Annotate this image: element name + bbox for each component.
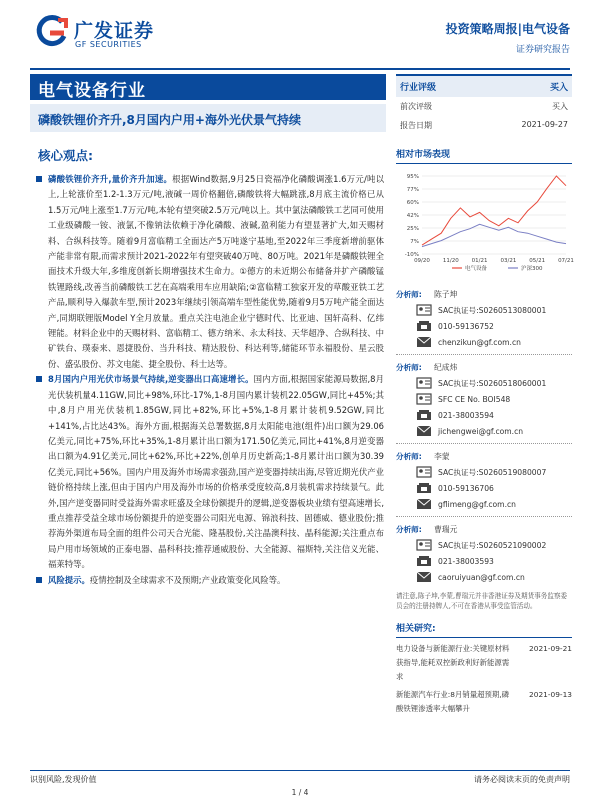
- report-subtitle: 磷酸铁锂价齐升,8月国内户用+海外光伏景气持续: [30, 104, 386, 132]
- certificate-icon: [416, 393, 432, 405]
- header-divider: [30, 68, 570, 70]
- gf-logo-icon: [36, 16, 68, 48]
- gf-logo: [36, 14, 166, 54]
- report-category: 证券研究报告: [515, 45, 570, 55]
- analyst-label: 分析师:: [396, 524, 422, 534]
- analyst-email[interactable]: chenzikun@gf.com.cn: [438, 337, 521, 347]
- bullet-icon: [36, 577, 42, 583]
- phone-icon: [416, 555, 432, 567]
- paragraph-text: 国内方面,根据国家能源局数据,8月光伏装机量4.11GW,同比+98%,环比-17%,1-8月国内累计装机22.05GW,同比+45%;其中,8月户用光伏装机1.85GW,同比+82%,环比+5%,1-8月累计装机9.52GW,同比+141%,占比达43%。海外方面,根据海关总署数据,8月太阳能电池(组件)出口额为29.06亿美元,同比+75%,环比+35%,1-8月累计出口额为171.50亿美元,同比+41%,8月逆变器出口额为4.91亿美元,同比+62%,环比+22%,创单月历史新高;1-8月累计出口额为30.39亿美元,同比+56%。国内户用及海外市场需求强劲,国产逆变器持续出海,尽管近期光伏产业链价格持续上涨,但由于国内户用及海外市场的价格承受度较高,8月装机需求持续景气。此外,国产逆变器同时受益海外需求旺盛及全球份额提升的逻辑,逆变器板块业绩有望高速增长,重点推荐受益全球市场份额提升的逆变器公司阳光电源、锦浪科技、固德威、德业股份;推荐海外渠道布局全面的组件公司天合光能、隆基股份,关注晶澳科技、晶科能源;关注重点布局户用市场领域的正泰电器、晶科科技;推荐通威股份、大全能源、福斯特,关注信义光能、福莱特等。: [48, 374, 384, 570]
- series-line-1: [422, 176, 566, 245]
- related-research-item[interactable]: [396, 642, 572, 684]
- analyst-card: [396, 521, 572, 585]
- x-tick-label: 01/21: [471, 258, 488, 264]
- x-tick-label: 11/20: [442, 258, 459, 264]
- certificate-icon: [416, 539, 432, 551]
- y-tick-label: 95%: [406, 174, 419, 180]
- paragraph-lead: 风险提示。: [48, 574, 90, 585]
- analyst-phone: 021-38003593: [438, 556, 494, 566]
- y-tick-label: -10%: [404, 252, 419, 258]
- report-body: [48, 172, 384, 588]
- analyst-sfc: SFC CE No. BOI548: [438, 394, 511, 404]
- series-line-2: [422, 224, 566, 246]
- analyst-cert: SAC执证号:S0260513080001: [438, 305, 547, 315]
- phone-icon: [416, 320, 432, 332]
- y-tick-label: 7%: [410, 239, 419, 245]
- analyst-cert: SAC执证号:S0260521090002: [438, 540, 547, 550]
- certificate-icon: [416, 304, 432, 316]
- page-number: 1 / 4: [291, 788, 309, 797]
- paragraph-lead: 8月国内户用光伏市场景气持续,逆变器出口高速增长。: [48, 374, 254, 385]
- related-title[interactable]: 电力设备与新能源行业:关键原材料获指导,能耗双控新政利好新能源需求: [396, 644, 510, 681]
- rating-value: 买入: [549, 83, 568, 93]
- y-tick-label: 77%: [406, 187, 419, 193]
- rating-box: [396, 74, 572, 135]
- analyst-name: 纪成炜: [434, 362, 458, 372]
- analyst-email[interactable]: gflimeng@gf.com.cn: [438, 499, 516, 509]
- analyst-card: [396, 359, 572, 439]
- related-date: 2021-09-21: [529, 644, 572, 653]
- analyst-name: 陈子坤: [434, 289, 458, 299]
- analyst-card: [396, 448, 572, 512]
- rating-row: [396, 116, 572, 135]
- y-tick-label: 60%: [406, 200, 419, 206]
- analyst-phone: 021-38003594: [438, 410, 494, 420]
- footer-disclaimer: 请务必阅读末页的免责声明: [474, 775, 570, 784]
- x-tick-label: 05/21: [529, 258, 546, 264]
- bullet-icon: [36, 376, 42, 382]
- legend-label: 沪深300: [521, 266, 543, 272]
- email-icon: [416, 498, 432, 510]
- y-tick-label: 42%: [406, 213, 419, 219]
- x-tick-label: 03/21: [500, 258, 517, 264]
- footer-slogan: 识别风险,发现价值: [30, 775, 97, 784]
- related-title[interactable]: 新能源汽车行业:8月销量超预期,磷酸铁锂渗透率大幅攀升: [396, 690, 510, 713]
- analyst-email[interactable]: jichengwei@gf.com.cn: [438, 426, 524, 436]
- related-research-title: 相关研究:: [396, 621, 572, 638]
- x-tick-label: 09/20: [414, 258, 430, 264]
- paragraph: [48, 573, 384, 588]
- analyst-label: 分析师:: [396, 289, 422, 299]
- separator: [396, 516, 572, 517]
- footer-divider: [30, 770, 570, 771]
- page-header: [0, 0, 600, 66]
- phone-icon: [416, 482, 432, 494]
- rating-row: [396, 76, 572, 97]
- analyst-phone: 010-59136706: [438, 483, 494, 493]
- related-research-item[interactable]: [396, 688, 572, 716]
- chart-svg: [396, 170, 572, 278]
- paragraph: [48, 172, 384, 372]
- section-title: 核心观点:: [38, 148, 93, 163]
- analyst-label: 分析师:: [396, 451, 422, 461]
- rating-value: 买入: [552, 102, 568, 111]
- analyst-email[interactable]: caoruiyuan@gf.com.cn: [438, 572, 525, 582]
- bullet-icon: [36, 176, 42, 182]
- chart-title: 相对市场表现: [396, 147, 572, 164]
- logo-text-cn: 广发证券: [74, 20, 155, 42]
- email-icon: [416, 336, 432, 348]
- analyst-cert: SAC执证号:S0260518060001: [438, 378, 547, 388]
- report-type: 投资策略周报|电气设备: [445, 22, 570, 36]
- analyst-name: 曹瑞元: [434, 524, 458, 534]
- rating-value: 2021-09-27: [521, 120, 568, 129]
- rating-label: 报告日期: [400, 121, 432, 130]
- rating-row: [396, 97, 572, 116]
- analyst-card: [396, 286, 572, 350]
- phone-icon: [416, 409, 432, 421]
- related-date: 2021-09-13: [529, 690, 572, 699]
- analyst-list: [396, 286, 572, 585]
- logo-text-en: GF SECURITIES: [75, 40, 142, 49]
- email-icon: [416, 571, 432, 583]
- y-tick-label: 25%: [406, 226, 419, 232]
- analyst-label: 分析师:: [396, 362, 422, 372]
- analyst-name: 李蒙: [434, 451, 450, 461]
- relative-performance-chart: [396, 170, 572, 278]
- analyst-cert: SAC执证号:S0260519080007: [438, 467, 547, 477]
- certificate-icon: [416, 466, 432, 478]
- analyst-phone: 010-59136752: [438, 321, 494, 331]
- disclaimer-note: 请注意,陈子坤,李蒙,曹瑞元并非香港证券及期货事务监察委员会的注册持牌人,不可在香港从事受监管活动。: [396, 592, 568, 610]
- legend-label: 电气设备: [465, 266, 488, 272]
- paragraph-text: 根据Wind数据,9月25日瓷福净化磷酸调涨1.6万元/吨以上,上轮涨价至1.2-1.3万元/吨,液碱一周价格翻倍,磷酸铁将大幅跳涨,8月底主流价格已从1.5万元/吨上涨至1.7万元/吨,本轮有望突破2.5万元/吨以上。其中氯法磷酸铁工艺同可使用工业级磷酸一铵、液氯,不像钠法依赖于净化磷酸、液碱,盈利能力有望显著扩大,如天赐材料、合纵科技等。随着9月富临精工全面达产5万吨遂宁基地,至2022年三季度新增前驱体产能非常有限,而需求预计2021-2022年有望突破40万吨、80万吨。2021年是磷酸铁锂全面技术升级大年,多维度创新长期增强技术生命力。①德方的未近期公布储备并扩产磷酸锰铁锂路线,改善当前磷酸铁工艺在高端乘用车应用缺陷;②富临精工独家开发的草酸亚铁工艺产品,顺利导入爆款车型,预计2023年继续引领高端车型性能优势,随着9月5万吨产能全面达产,同期联锂版Model Y全月放量。重点关注电池企业宁德时代、比亚迪、国轩高科、亿纬锂能。材料企业中的天赐材料、富临精工、德方纳米、永太科技、天华超净、合纵科技、中矿铁台、璞泰来、恩捷股份、当升科技、精达股份、科达利等,储能环节永福股份、星云股份、盛弘股份、苏文电能、捷全股份、科士达等。: [48, 174, 384, 369]
- header-right: [446, 20, 570, 55]
- paragraph: [48, 372, 384, 572]
- paragraph-lead: 磷酸铁锂价齐升,量价齐升加速。: [48, 174, 173, 184]
- industry-banner: 电气设备行业: [30, 74, 386, 100]
- rating-label: 行业评级: [400, 83, 437, 93]
- x-tick-label: 07/21: [558, 258, 574, 264]
- rating-label: 前次评级: [400, 102, 432, 111]
- certificate-icon: [416, 377, 432, 389]
- paragraph-text: 疫情控制及全球需求不及预期;产业政策变化风险等。: [89, 574, 286, 585]
- sidebar: [396, 74, 572, 716]
- separator: [396, 443, 572, 444]
- separator: [396, 354, 572, 355]
- email-icon: [416, 425, 432, 437]
